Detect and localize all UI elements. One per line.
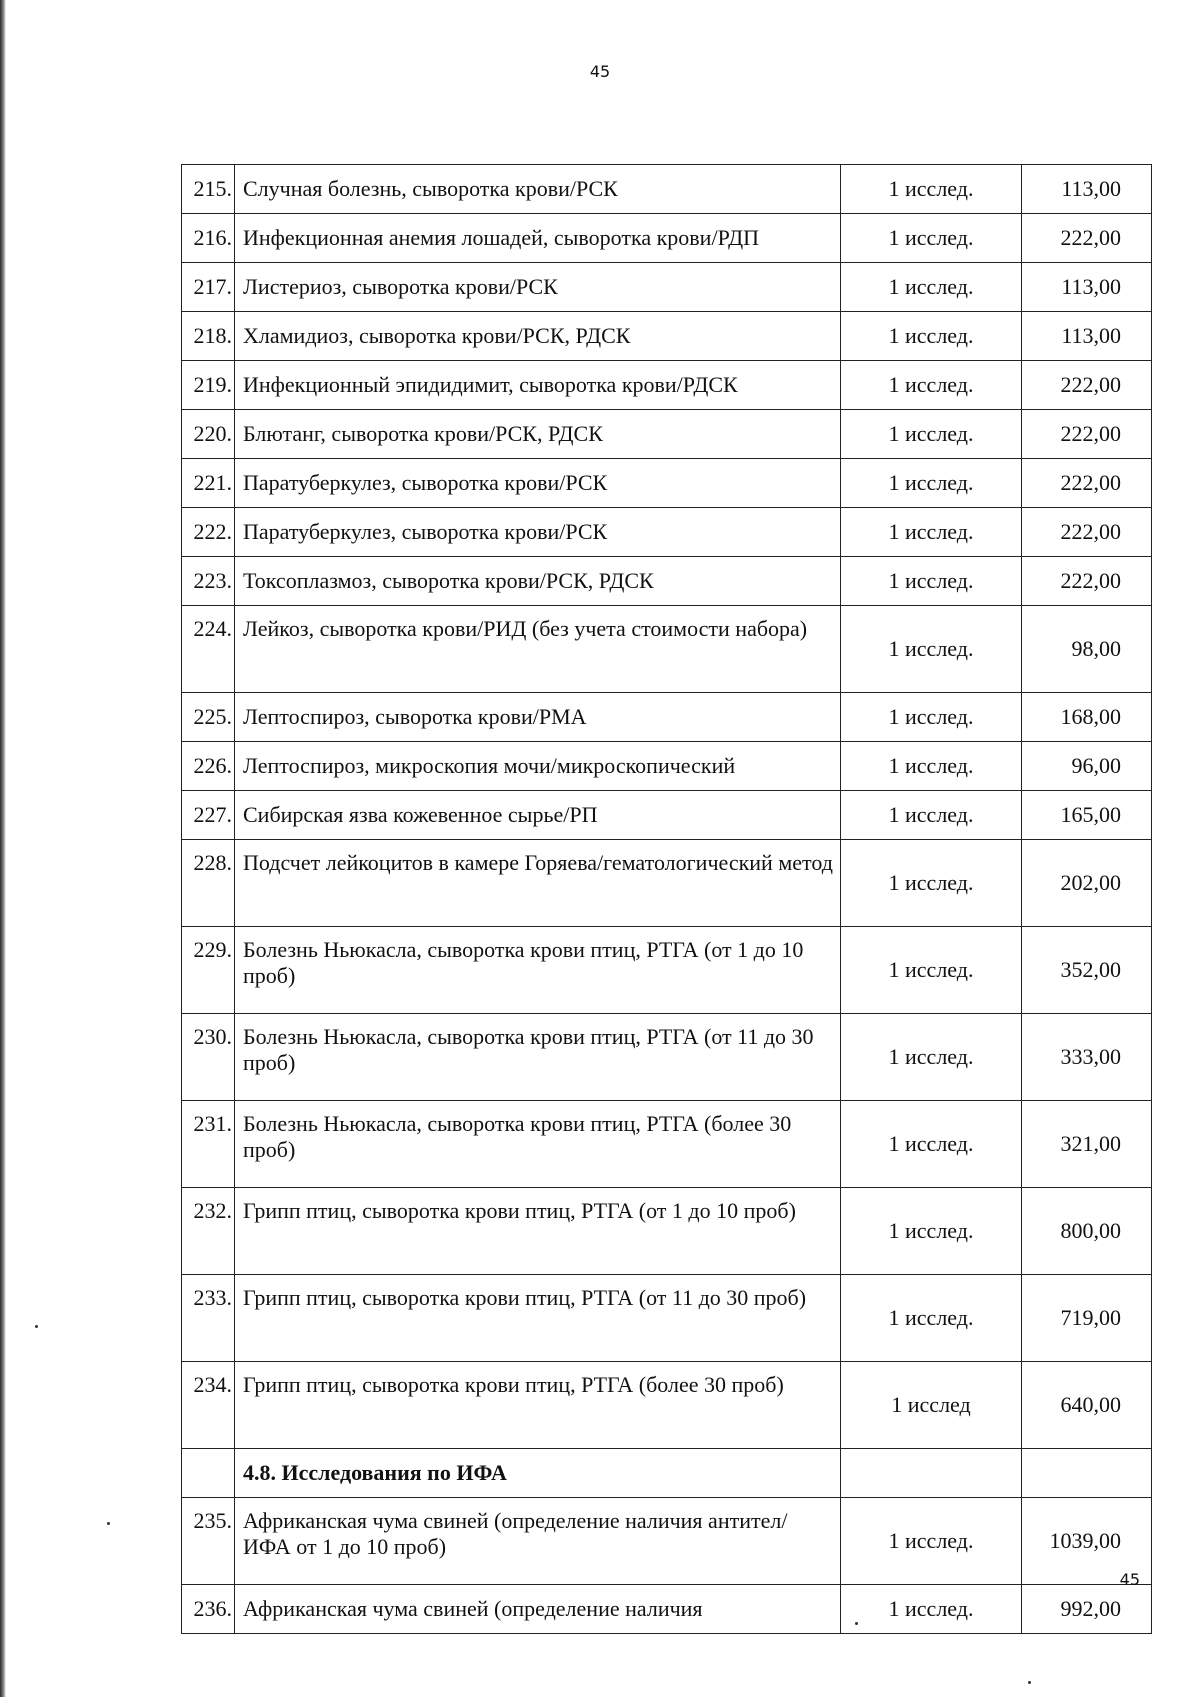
- page-number-top: 45: [589, 62, 611, 81]
- row-number: 227.: [182, 791, 235, 840]
- section-unit-cell: [841, 1449, 1022, 1498]
- row-number: 229.: [182, 927, 235, 1014]
- row-number: 236.: [182, 1585, 235, 1634]
- row-unit: 1 исслед.: [841, 840, 1022, 927]
- row-number: 224.: [182, 606, 235, 693]
- row-number: 235.: [182, 1498, 235, 1585]
- row-price: 168,00: [1022, 693, 1152, 742]
- row-unit: 1 исслед.: [841, 312, 1022, 361]
- table-row: [182, 410, 1152, 459]
- row-name: Болезнь Ньюкасла, сыворотка крови птиц, РТГА (более 30 проб): [235, 1101, 841, 1188]
- row-number: 230.: [182, 1014, 235, 1101]
- row-number: 219.: [182, 361, 235, 410]
- row-unit: 1 исслед.: [841, 1188, 1022, 1275]
- table-row: [182, 1014, 1152, 1101]
- row-number: 216.: [182, 214, 235, 263]
- row-name: Токсоплазмоз, сыворотка крови/РСК, РДСК: [235, 557, 841, 606]
- row-number: 228.: [182, 840, 235, 927]
- row-price: 1039,00: [1022, 1498, 1152, 1585]
- row-unit: 1 исслед.: [841, 1275, 1022, 1362]
- row-number: 233.: [182, 1275, 235, 1362]
- row-unit: 1 исслед.: [841, 742, 1022, 791]
- section-row: [182, 1449, 1152, 1498]
- row-number: 232.: [182, 1188, 235, 1275]
- row-price: 98,00: [1022, 606, 1152, 693]
- row-unit: 1 исслед.: [841, 606, 1022, 693]
- table-row: [182, 1498, 1152, 1585]
- row-name: Грипп птиц, сыворотка крови птиц, РТГА (более 30 проб): [235, 1362, 841, 1449]
- row-unit: 1 исслед: [841, 1362, 1022, 1449]
- row-price: 640,00: [1022, 1362, 1152, 1449]
- row-number: 226.: [182, 742, 235, 791]
- row-unit: 1 исслед.: [841, 1101, 1022, 1188]
- section-header-group: [182, 1449, 1152, 1498]
- row-price: 113,00: [1022, 263, 1152, 312]
- row-unit: 1 исслед.: [841, 508, 1022, 557]
- price-table-body-bottom: [182, 1498, 1152, 1634]
- row-unit: 1 исслед.: [841, 165, 1022, 214]
- table-row: [182, 1362, 1152, 1449]
- row-name: Африканская чума свиней (определение наличия антител/ИФА от 1 до 10 проб): [235, 1498, 841, 1585]
- row-number: 221.: [182, 459, 235, 508]
- table-row: [182, 1275, 1152, 1362]
- table-row: [182, 840, 1152, 927]
- section-num-cell: [182, 1449, 235, 1498]
- row-name: Подсчет лейкоцитов в камере Горяева/гематологический метод: [235, 840, 841, 927]
- table-row: [182, 312, 1152, 361]
- row-price: 352,00: [1022, 927, 1152, 1014]
- scan-speck: [35, 1325, 38, 1328]
- price-table: [181, 164, 1152, 1634]
- row-name: Сибирская язва кожевенное сырье/РП: [235, 791, 841, 840]
- row-unit: 1 исслед.: [841, 693, 1022, 742]
- row-unit: 1 исслед.: [841, 410, 1022, 459]
- row-name: Блютанг, сыворотка крови/РСК, РДСК: [235, 410, 841, 459]
- row-price: 321,00: [1022, 1101, 1152, 1188]
- row-name: Инфекционная анемия лошадей, сыворотка крови/РДП: [235, 214, 841, 263]
- table-row: [182, 927, 1152, 1014]
- table-row: [182, 165, 1152, 214]
- row-price: 333,00: [1022, 1014, 1152, 1101]
- row-price: 222,00: [1022, 508, 1152, 557]
- table-row: [182, 361, 1152, 410]
- table-row: [182, 606, 1152, 693]
- row-price: 113,00: [1022, 312, 1152, 361]
- section-title: 4.8. Исследования по ИФА: [235, 1449, 841, 1498]
- section-price-cell: [1022, 1449, 1152, 1498]
- row-unit: 1 исслед.: [841, 1014, 1022, 1101]
- table-row: [182, 459, 1152, 508]
- scan-speck: [107, 1522, 110, 1525]
- scan-speck: [855, 1622, 858, 1625]
- row-name: Паратуберкулез, сыворотка крови/РСК: [235, 459, 841, 508]
- row-price: 96,00: [1022, 742, 1152, 791]
- row-name: Грипп птиц, сыворотка крови птиц, РТГА (от 11 до 30 проб): [235, 1275, 841, 1362]
- row-unit: 1 исслед.: [841, 557, 1022, 606]
- row-name: Инфекционный эпидидимит, сыворотка крови/РДСК: [235, 361, 841, 410]
- table-row: [182, 263, 1152, 312]
- row-name: Лептоспироз, сыворотка крови/РМА: [235, 693, 841, 742]
- table-row: [182, 557, 1152, 606]
- table-row: [182, 791, 1152, 840]
- row-unit: 1 исслед.: [841, 263, 1022, 312]
- scan-edge: [0, 0, 6, 1697]
- table-row: [182, 214, 1152, 263]
- row-price: 222,00: [1022, 361, 1152, 410]
- row-name: Хламидиоз, сыворотка крови/РСК, РДСК: [235, 312, 841, 361]
- row-number: 218.: [182, 312, 235, 361]
- row-unit: 1 исслед.: [841, 927, 1022, 1014]
- row-name: Паратуберкулез, сыворотка крови/РСК: [235, 508, 841, 557]
- row-number: 234.: [182, 1362, 235, 1449]
- row-name: Лептоспироз, микроскопия мочи/микроскопический: [235, 742, 841, 791]
- row-price: 202,00: [1022, 840, 1152, 927]
- row-number: 223.: [182, 557, 235, 606]
- page-number-bottom: 45: [1119, 1570, 1140, 1589]
- table-row: [182, 1101, 1152, 1188]
- price-table-body-top: [182, 165, 1152, 1449]
- row-name: Болезнь Ньюкасла, сыворотка крови птиц, РТГА (от 11 до 30 проб): [235, 1014, 841, 1101]
- table-row: [182, 1585, 1152, 1634]
- row-unit: 1 исслед.: [841, 214, 1022, 263]
- row-number: 231.: [182, 1101, 235, 1188]
- row-unit: 1 исслед.: [841, 459, 1022, 508]
- row-number: 215.: [182, 165, 235, 214]
- row-price: 222,00: [1022, 410, 1152, 459]
- table-row: [182, 1188, 1152, 1275]
- row-name: Случная болезнь, сыворотка крови/РСК: [235, 165, 841, 214]
- row-number: 225.: [182, 693, 235, 742]
- row-name: Лейкоз, сыворотка крови/РИД (без учета стоимости набора): [235, 606, 841, 693]
- row-price: 222,00: [1022, 459, 1152, 508]
- row-name: Грипп птиц, сыворотка крови птиц, РТГА (от 1 до 10 проб): [235, 1188, 841, 1275]
- row-name: Болезнь Ньюкасла, сыворотка крови птиц, РТГА (от 1 до 10 проб): [235, 927, 841, 1014]
- row-price: 222,00: [1022, 214, 1152, 263]
- row-number: 222.: [182, 508, 235, 557]
- row-unit: 1 исслед.: [841, 361, 1022, 410]
- row-price: 222,00: [1022, 557, 1152, 606]
- row-price: 113,00: [1022, 165, 1152, 214]
- row-price: 800,00: [1022, 1188, 1152, 1275]
- row-name: Листериоз, сыворотка крови/РСК: [235, 263, 841, 312]
- scan-speck: [1028, 1681, 1031, 1684]
- row-price: 165,00: [1022, 791, 1152, 840]
- row-unit: 1 исслед.: [841, 1585, 1022, 1634]
- table-row: [182, 693, 1152, 742]
- row-price: 719,00: [1022, 1275, 1152, 1362]
- table-row: [182, 508, 1152, 557]
- row-number: 217.: [182, 263, 235, 312]
- row-price: 992,00: [1022, 1585, 1152, 1634]
- row-unit: 1 исслед.: [841, 1498, 1022, 1585]
- row-number: 220.: [182, 410, 235, 459]
- row-unit: 1 исслед.: [841, 791, 1022, 840]
- row-name: Африканская чума свиней (определение наличия: [235, 1585, 841, 1634]
- table-row: [182, 742, 1152, 791]
